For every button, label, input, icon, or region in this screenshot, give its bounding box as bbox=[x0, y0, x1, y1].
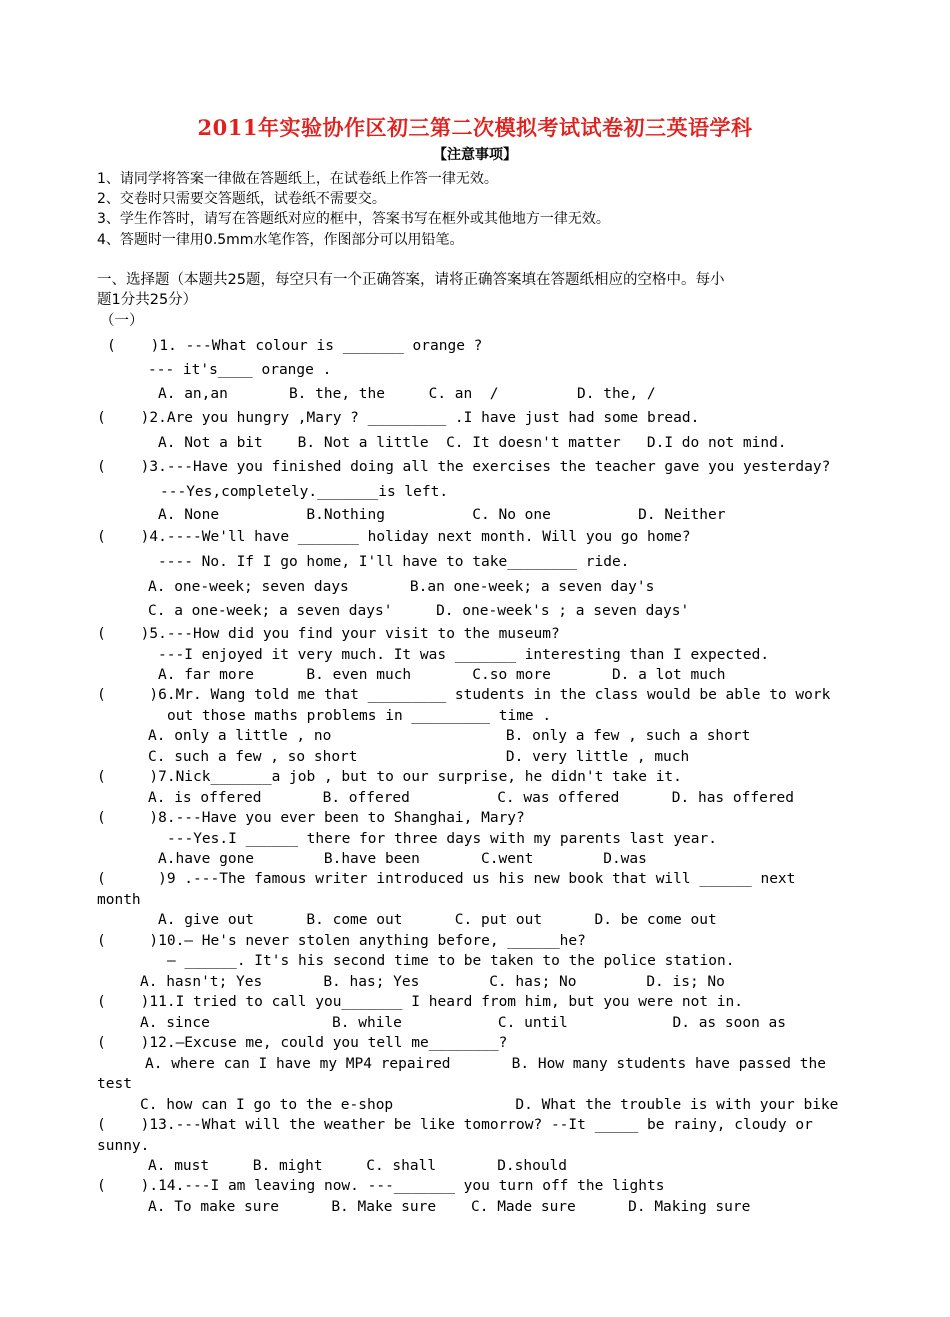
option-line: A. must B. might C. shall D.should bbox=[148, 1158, 568, 1174]
question-line: ( )8.---Have you ever been to Shanghai, Mary? bbox=[97, 810, 525, 826]
question-line: ( )1. ---What colour is _______ orange ? bbox=[107, 338, 483, 354]
section-heading-cont: 题1分共25分） bbox=[97, 292, 198, 308]
notice-heading: 【注意事项】 bbox=[433, 147, 517, 163]
option-line: A. None B.Nothing C. No one D. Neither bbox=[158, 507, 726, 523]
question-line: ( )6.Mr. Wang told me that _________ students in the class would be able to work bbox=[97, 687, 831, 703]
option-line: A. since B. while C. until D. as soon as bbox=[140, 1015, 787, 1031]
section-heading: 一、选择题（本题共25题，每空只有一个正确答案，请将正确答案填在答题纸相应的空格中。每小 bbox=[97, 272, 725, 288]
option-line: A.have gone B.have been C.went D.was bbox=[158, 851, 647, 867]
option-line: A. To make sure B. Make sure C. Made sure D. Making sure bbox=[148, 1199, 751, 1215]
notice-item: 3、学生作答时，请写在答题纸对应的框中，答案书写在框外或其他地方一律无效。 bbox=[97, 211, 610, 227]
question-line: ( )11.I tried to call you_______ I heard from him, but you were not in. bbox=[97, 994, 744, 1010]
option-line: A. only a little , no B. only a few , such a short bbox=[148, 728, 751, 744]
question-line: ( )9 .---The famous writer introduced us his new book that will ______ next bbox=[97, 871, 796, 887]
question-line: sunny. bbox=[97, 1138, 150, 1154]
question-line: ( )2.Are you hungry ,Mary ? _________ .I have just had some bread. bbox=[97, 410, 700, 426]
notice-item: 1、请同学将答案一律做在答题纸上，在试卷纸上作答一律无效。 bbox=[97, 171, 498, 187]
option-line: A. an,an B. the, the C. an / D. the, / bbox=[158, 386, 656, 402]
question-line: ( )12.—Excuse me, could you tell me________? bbox=[97, 1035, 508, 1051]
question-line: ( )3.---Have you finished doing all the exercises the teacher gave you yesterday? bbox=[97, 459, 831, 475]
question-line: ---- No. If I go home, I'll have to take________ ride. bbox=[158, 554, 630, 570]
option-line: A. hasn't; Yes B. has; Yes C. has; No D. is; No bbox=[140, 974, 725, 990]
option-line: A. give out B. come out C. put out D. be come out bbox=[158, 912, 717, 928]
question-line: ---Yes,completely._______is left. bbox=[160, 484, 449, 500]
question-line: — ______. It's his second time to be taken to the police station. bbox=[167, 953, 735, 969]
question-line: ( )13.---What will the weather be like tomorrow? --It _____ be rainy, cloudy or bbox=[97, 1117, 813, 1133]
option-line: A. is offered B. offered C. was offered D. has offered bbox=[148, 790, 795, 806]
question-line: ( )4.----We'll have _______ holiday next month. Will you go home? bbox=[97, 529, 691, 545]
option-line: test bbox=[97, 1076, 132, 1092]
option-line: A. where can I have my MP4 repaired B. How many students have passed the bbox=[145, 1056, 826, 1072]
question-line: month bbox=[97, 892, 141, 908]
notice-item: 2、交卷时只需要交答题纸，试卷纸不需要交。 bbox=[97, 191, 386, 207]
option-line: A. far more B. even much C.so more D. a lot much bbox=[158, 667, 726, 683]
question-line: ( )5.---How did you find your visit to the museum? bbox=[97, 626, 560, 642]
question-line: ---Yes.I ______ there for three days with my parents last year. bbox=[167, 831, 717, 847]
question-line: ( ).14.---I am leaving now. ---_______ you turn off the lights bbox=[97, 1178, 665, 1194]
option-line: C. a one-week; a seven days' D. one-week's ; a seven days' bbox=[148, 603, 690, 619]
question-line: ---I enjoyed it very much. It was _______ interesting than I expected. bbox=[158, 647, 770, 663]
question-line: --- it's____ orange . bbox=[148, 362, 332, 378]
option-line: A. Not a bit B. Not a little C. It doesn't matter D.I do not mind. bbox=[158, 435, 787, 451]
question-line: out those maths problems in _________ time . bbox=[167, 708, 552, 724]
notice-item: 4、答题时一律用0.5mm水笔作答，作图部分可以用铅笔。 bbox=[97, 232, 464, 248]
question-line: ( )10.— He's never stolen anything before, ______he? bbox=[97, 933, 586, 949]
option-line: C. such a few , so short D. very little , much bbox=[148, 749, 690, 765]
exam-title: 2011年实验协作区初三第二次模拟考试试卷初三英语学科 bbox=[197, 115, 753, 140]
option-line: C. how can I go to the e-shop D. What the trouble is with your bike bbox=[140, 1097, 839, 1113]
subsection-label: （一） bbox=[100, 313, 144, 329]
question-line: ( )7.Nick_______a job , but to our surprise, he didn't take it. bbox=[97, 769, 682, 785]
option-line: A. one-week; seven days B.an one-week; a seven day's bbox=[148, 579, 655, 595]
